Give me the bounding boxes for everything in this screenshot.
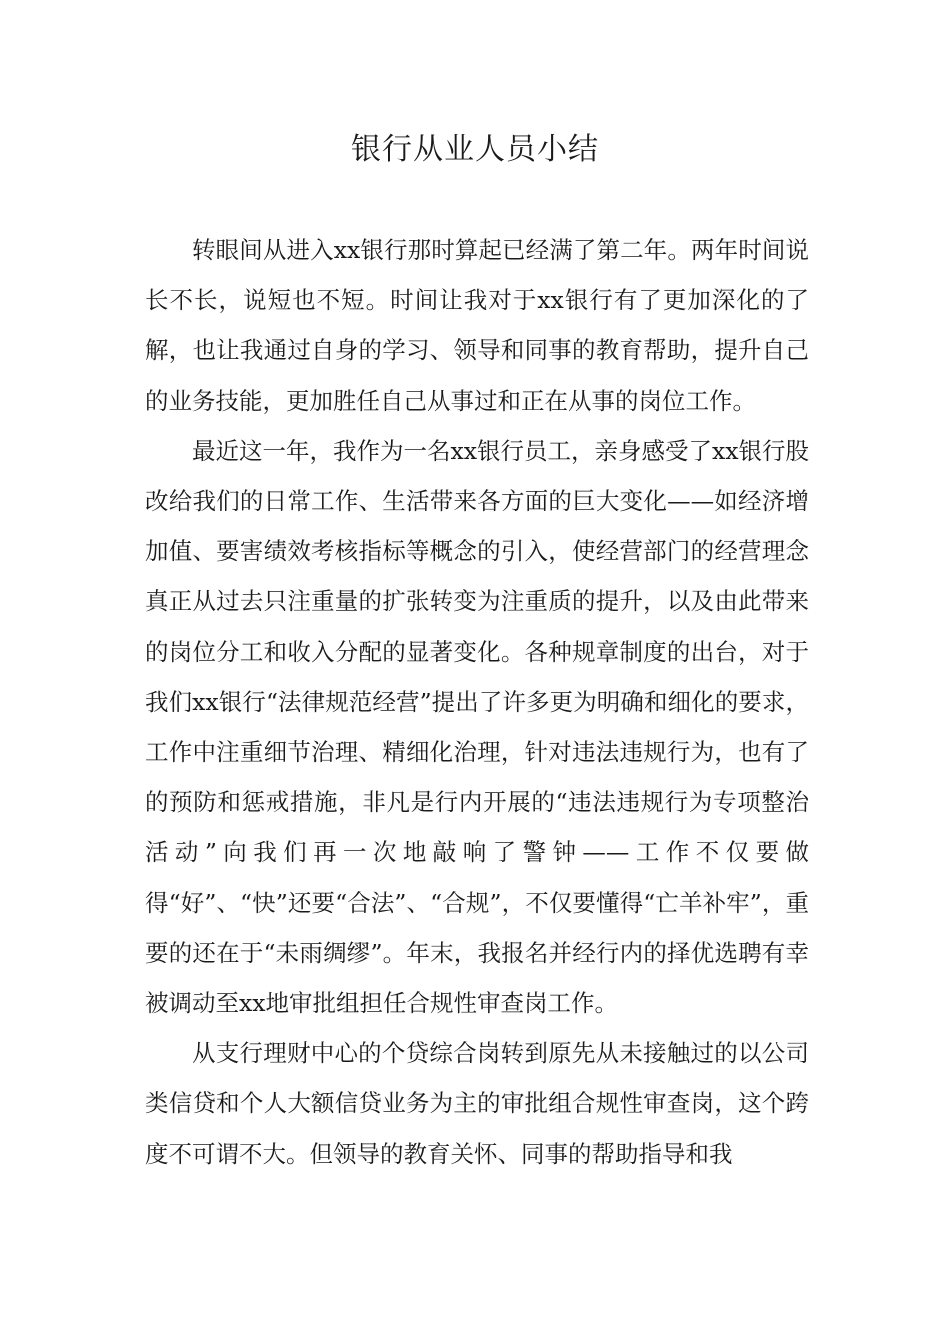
document-body — [145, 225, 809, 1179]
paragraph: 从支行理财中心的个贷综合岗转到原先从未接触过的以公司类信贷和个人大额信贷业务为主的审批组合规性审查岗，这个跨度不可谓不大。但领导的教育关怀、同事的帮助指导和我 — [145, 1039, 809, 1168]
paragraph: 转眼间从进入xx银行那时算起已经满了第二年。两年时间说长不长，说短也不短。时间让我对于xx银行有了更加深化的了解，也让我通过自身的学习、领导和同事的教育帮助，提升自己的业务技能，更加胜任自己从事过和正在从事的岗位工作。 — [145, 236, 809, 415]
document-title: 银行从业人员小结 — [351, 132, 599, 167]
paragraph: 最近这一年，我作为一名xx银行员工，亲身感受了xx银行股改给我们的日常工作、生活带来各方面的巨大变化——如经济增加值、要害绩效考核指标等概念的引入，使经营部门的经营理念真正从过去只注重量的扩张转变为注重质的提升，以及由此带来的岗位分工和收入分配的显著变化。各种规章制度的出台，对于我们xx银行“法律规范经营”提出了许多更为明确和细化的要求，工作中注重细节治理、精细化治理，针对违法违规行为，也有了的预防和惩戒措施，非凡是行内开展的“违法违规行为专项整治活动”向我们再一次地敲响了警钟——工作不仅要做得“好”、“快”还要“合法”、“合规”，不仅要懂得“亡羊补牢”，重要的还在于“未雨绸缪”。年末，我报名并经行内的择优选聘有幸被调动至xx地审批组担任合规性审查岗工作。 — [145, 436, 810, 1018]
